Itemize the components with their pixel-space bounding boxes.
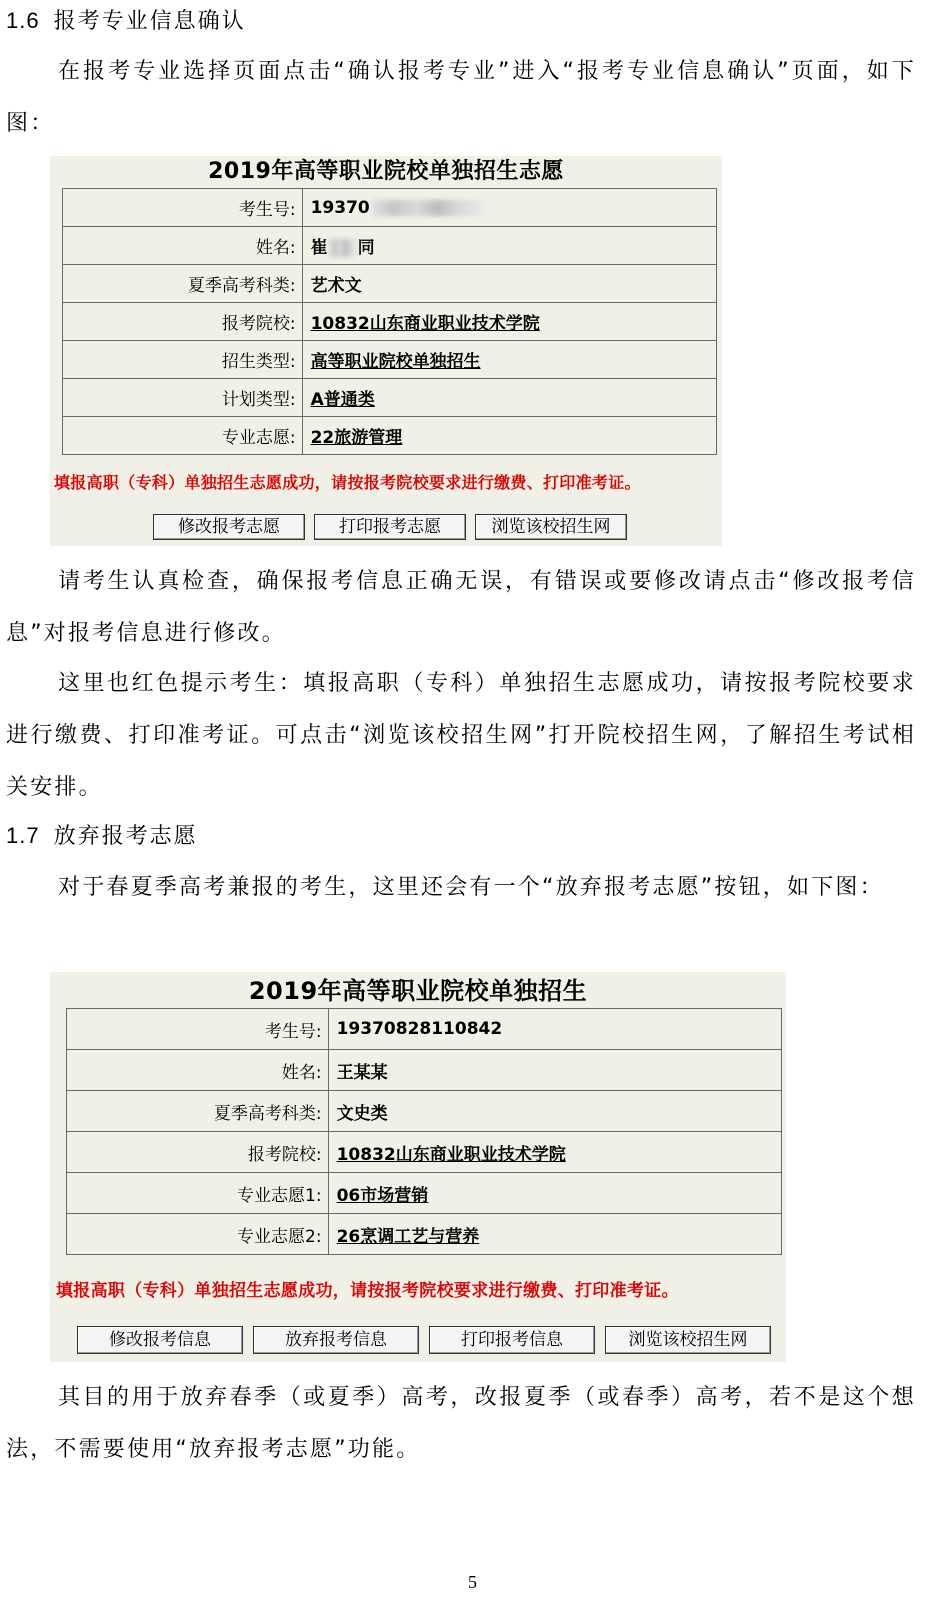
row-label: 报考院校:	[63, 303, 303, 341]
row-value: 19370828110842	[328, 1009, 781, 1050]
row-label: 夏季高考科类:	[63, 265, 303, 303]
row-label: 专业志愿1:	[67, 1173, 329, 1214]
browse-school-site-button[interactable]: 浏览该校招生网	[605, 1326, 771, 1354]
major-choice-1-link[interactable]: 06市场营销	[328, 1173, 781, 1214]
row-value: 文史类	[328, 1091, 781, 1132]
section-number: 1.7	[6, 823, 40, 848]
row-value: 艺术文	[302, 265, 716, 303]
row-label: 报考院校:	[67, 1132, 329, 1173]
page-number: 5	[468, 1572, 477, 1592]
table-row	[63, 341, 717, 379]
table-row	[63, 379, 717, 417]
admission-type-link[interactable]: 高等职业院校单独招生	[302, 341, 716, 379]
screenshot-abandon	[50, 972, 786, 1362]
table-row	[67, 1132, 782, 1173]
table-row	[63, 265, 717, 303]
section-heading-1-6	[6, 4, 246, 39]
major-choice-2-link[interactable]: 26烹调工艺与营养	[328, 1214, 781, 1255]
paragraph-red-notice: 这里也红色提示考生：填报高职（专科）单独招生志愿成功，请按报考院校要求进行缴费、打印准考证。可点击“浏览该校招生网”打开院校招生网，了解招生考试相关安排。	[6, 671, 916, 800]
abandon-info-button[interactable]: 放弃报考信息	[253, 1326, 419, 1354]
paragraph-purpose: 其目的用于放弃春季（或夏季）高考，改报夏季（或春季）高考，若不是这个想法，不需要使用“放弃报考志愿”功能。	[6, 1385, 916, 1462]
row-label: 夏季高考科类:	[67, 1091, 329, 1132]
screenshot-title: 2019年高等职业院校单独招生	[248, 977, 588, 1005]
row-label: 招生类型:	[63, 341, 303, 379]
modify-info-button[interactable]: 修改报考信息	[77, 1326, 243, 1354]
row-value: 19370	[302, 189, 716, 227]
section-title: 放弃报考志愿	[53, 824, 198, 849]
section-number: 1.6	[6, 8, 40, 33]
school-link[interactable]: 10832山东商业职业技术学院	[302, 303, 716, 341]
table-row	[67, 1009, 782, 1050]
section-title: 报考专业信息确认	[53, 9, 246, 34]
row-value: 崔 同	[302, 227, 716, 265]
success-notice: 填报高职（专科）单独招生志愿成功，请按报考院校要求进行缴费、打印准考证。	[56, 1281, 679, 1301]
school-link[interactable]: 10832山东商业职业技术学院	[328, 1132, 781, 1173]
redacted-mask	[329, 239, 357, 257]
table-row	[67, 1173, 782, 1214]
row-label: 姓名:	[63, 227, 303, 265]
row-value: 王某某	[328, 1050, 781, 1091]
row-label: 计划类型:	[63, 379, 303, 417]
print-application-button[interactable]: 打印报考志愿	[314, 514, 466, 540]
section-heading-1-7	[6, 819, 198, 854]
screenshot-title: 2019年高等职业院校单独招生志愿	[208, 159, 564, 184]
plan-type-link[interactable]: A普通类	[302, 379, 716, 417]
modify-application-button[interactable]: 修改报考志愿	[153, 514, 305, 540]
table-row	[63, 417, 717, 455]
major-choice-link[interactable]: 22旅游管理	[302, 417, 716, 455]
screenshot-confirmation	[50, 156, 722, 546]
row-label: 专业志愿2:	[67, 1214, 329, 1255]
paragraph-intro-1-7: 对于春夏季高考兼报的考生，这里还会有一个“放弃报考志愿”按钮，如下图：	[58, 875, 884, 900]
row-label: 姓名:	[67, 1050, 329, 1091]
table-row	[67, 1091, 782, 1132]
table-row	[67, 1050, 782, 1091]
row-label: 考生号:	[67, 1009, 329, 1050]
browse-school-site-button[interactable]: 浏览该校招生网	[475, 514, 627, 540]
info-table	[66, 1008, 782, 1255]
table-row	[63, 227, 717, 265]
print-info-button[interactable]: 打印报考信息	[429, 1326, 595, 1354]
redacted-mask	[372, 200, 482, 216]
info-table	[62, 188, 717, 455]
table-row	[67, 1214, 782, 1255]
paragraph-intro-1-6: 在报考专业选择页面点击“确认报考专业”进入“报考专业信息确认”页面，如下图：	[6, 59, 916, 136]
success-notice: 填报高职（专科）单独招生志愿成功，请按报考院校要求进行缴费、打印准考证。	[54, 473, 641, 492]
table-row	[63, 189, 717, 227]
paragraph-check-info: 请考生认真检查，确保报考信息正确无误，有错误或要修改请点击“修改报考信息”对报考信息进行修改。	[6, 569, 916, 646]
row-label: 考生号:	[63, 189, 303, 227]
row-label: 专业志愿:	[63, 417, 303, 455]
table-row	[63, 303, 717, 341]
